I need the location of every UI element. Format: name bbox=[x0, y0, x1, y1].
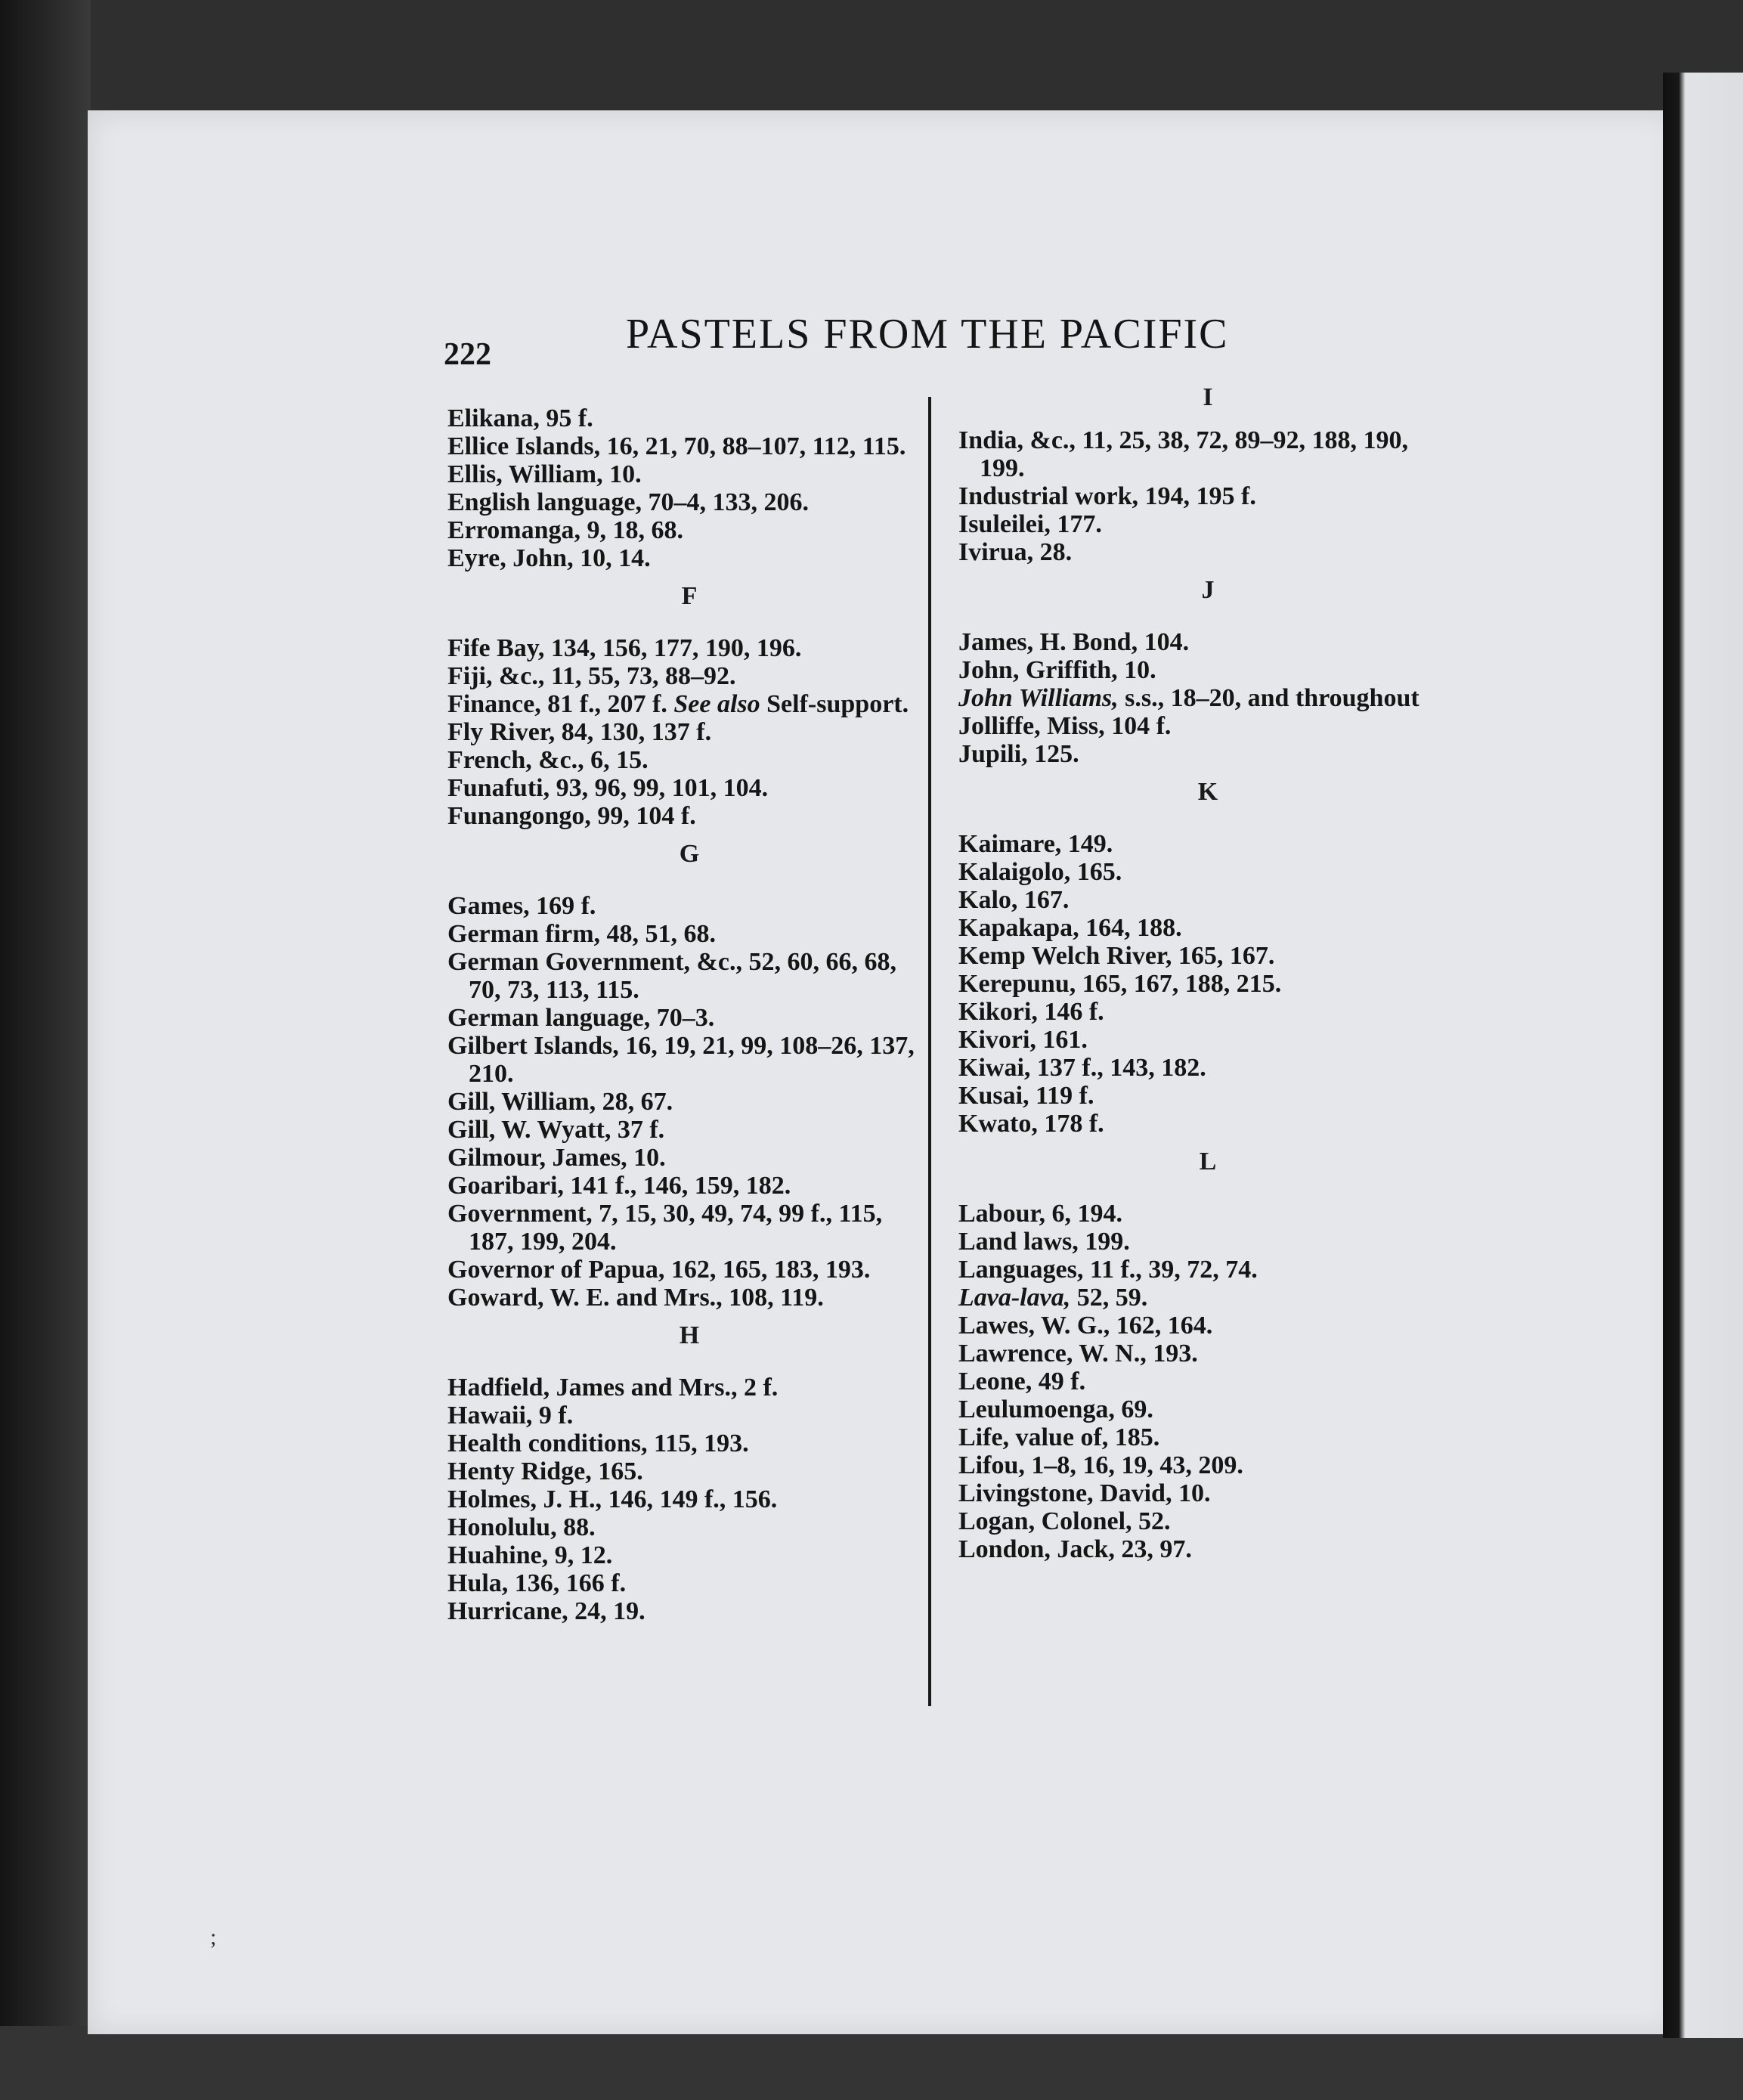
entry-text: Kwato, 178 f. bbox=[958, 1110, 1104, 1138]
entry-text: Honolulu, 88. bbox=[447, 1513, 596, 1541]
entry-text: Lawes, W. G., 162, 164. bbox=[958, 1312, 1213, 1340]
entry-text: Lifou, 1–8, 16, 19, 43, 209. bbox=[958, 1451, 1243, 1479]
entry-text: Kalaigolo, 165. bbox=[958, 858, 1122, 886]
entry-text: Kiwai, 137 f., 143, 182. bbox=[958, 1054, 1206, 1082]
entry-text: London, Jack, 23, 97. bbox=[958, 1535, 1192, 1563]
index-entry bbox=[447, 1541, 931, 1569]
index-entry bbox=[958, 426, 1457, 482]
entry-text: Livingstone, David, 10. bbox=[958, 1479, 1211, 1507]
index-entry bbox=[958, 1082, 1457, 1110]
scan-mark: ; bbox=[210, 1925, 217, 1950]
index-entry bbox=[958, 740, 1457, 768]
entry-text: India, &c., 11, 25, 38, 72, 89–92, 188, 190, 199. bbox=[958, 426, 1409, 482]
entry-text: Gilmour, James, 10. bbox=[447, 1144, 666, 1172]
index-entry bbox=[447, 1457, 931, 1485]
entry-text: Erromanga, 9, 18, 68. bbox=[447, 516, 683, 544]
entry-text: Leulumoenga, 69. bbox=[958, 1395, 1153, 1423]
entry-italic: Lava-lava, bbox=[958, 1284, 1071, 1312]
entry-text: Hawaii, 9 f. bbox=[447, 1402, 574, 1429]
entry-text: John, Griffith, 10. bbox=[958, 656, 1156, 684]
entry-text: Gilbert Islands, 16, 19, 21, 99, 108–26, 137, 210. bbox=[447, 1032, 915, 1088]
index-entry bbox=[447, 1144, 931, 1172]
index-entry bbox=[447, 516, 931, 544]
entry-continuation: s.s., 18–20, and throughout bbox=[1125, 684, 1419, 712]
index-entry bbox=[447, 1485, 931, 1513]
entry-italic: See also bbox=[673, 690, 760, 718]
index-entry bbox=[958, 1256, 1457, 1284]
index-entry bbox=[958, 1535, 1457, 1563]
index-entry bbox=[958, 858, 1457, 886]
entry-text: German firm, 48, 51, 68. bbox=[447, 920, 717, 948]
index-entry bbox=[447, 634, 931, 662]
index-entry bbox=[447, 1429, 931, 1457]
entry-text: English language, 70–4, 133, 206. bbox=[447, 488, 809, 516]
index-entry bbox=[958, 1312, 1457, 1340]
entry-text: Industrial work, 194, 195 f. bbox=[958, 482, 1256, 510]
index-entry bbox=[958, 538, 1457, 566]
index-entry bbox=[958, 1026, 1457, 1054]
section-letter: L bbox=[1199, 1148, 1217, 1175]
entry-text: Fly River, 84, 130, 137 f. bbox=[447, 718, 712, 746]
entry-text: Kivori, 161. bbox=[958, 1026, 1088, 1054]
index-entry bbox=[447, 1200, 931, 1256]
entry-text: Funafuti, 93, 96, 99, 101, 104. bbox=[447, 774, 769, 802]
index-entry bbox=[958, 1284, 1457, 1312]
index-entry bbox=[958, 1451, 1457, 1479]
index-entry bbox=[447, 1116, 931, 1144]
index-entry bbox=[958, 1340, 1457, 1367]
index-entry bbox=[958, 628, 1457, 656]
entry-text: Labour, 6, 194. bbox=[958, 1200, 1122, 1228]
entry-text: Governor of Papua, 162, 165, 183, 193. bbox=[447, 1256, 871, 1284]
entry-text: Life, value of, 185. bbox=[958, 1423, 1160, 1451]
entry-text: James, H. Bond, 104. bbox=[958, 628, 1190, 656]
entry-text: Languages, 11 f., 39, 72, 74. bbox=[958, 1256, 1258, 1284]
index-entry bbox=[447, 1374, 931, 1402]
index-entry bbox=[447, 746, 931, 774]
index-entry bbox=[447, 544, 931, 572]
index-entry bbox=[958, 998, 1457, 1026]
entry-text: Gill, William, 28, 67. bbox=[447, 1088, 673, 1116]
entry-text: Hula, 136, 166 f. bbox=[447, 1569, 627, 1597]
entry-text: Funangongo, 99, 104 f. bbox=[447, 802, 696, 830]
entry-text: Games, 169 f. bbox=[447, 892, 596, 920]
index-entry bbox=[958, 656, 1457, 684]
page-number: 222 bbox=[444, 337, 491, 372]
entry-text: Government, 7, 15, 30, 49, 74, 99 f., 115, 187, 199, 204. bbox=[447, 1200, 883, 1256]
index-entry bbox=[447, 1088, 931, 1116]
index-entry bbox=[447, 1402, 931, 1429]
index-entry bbox=[447, 892, 931, 920]
index-entry bbox=[447, 1284, 931, 1312]
index-entry bbox=[958, 712, 1457, 740]
index-entry bbox=[447, 1004, 931, 1032]
entry-text: Kemp Welch River, 165, 167. bbox=[958, 942, 1275, 970]
entry-text: Kusai, 119 f. bbox=[958, 1082, 1094, 1110]
facing-page-edge bbox=[1663, 73, 1743, 2038]
index-entry bbox=[958, 684, 1457, 712]
section-letter: F bbox=[681, 582, 698, 610]
entry-text: Kalo, 167. bbox=[958, 886, 1070, 914]
entry-text: Hadfield, James and Mrs., 2 f. bbox=[447, 1374, 779, 1402]
index-entry bbox=[958, 1200, 1457, 1228]
index-entry bbox=[958, 1423, 1457, 1451]
index-entry bbox=[447, 718, 931, 746]
entry-text: Huahine, 9, 12. bbox=[447, 1541, 613, 1569]
scan-background-left bbox=[0, 0, 91, 2100]
index-entry bbox=[958, 942, 1457, 970]
running-title: PASTELS FROM THE PACIFIC bbox=[626, 311, 1229, 358]
entry-text: Lawrence, W. N., 193. bbox=[958, 1340, 1198, 1367]
entry-text: Health conditions, 115, 193. bbox=[447, 1429, 749, 1457]
index-entry bbox=[447, 432, 931, 460]
index-entry bbox=[447, 774, 931, 802]
entry-text: Land laws, 199. bbox=[958, 1228, 1130, 1256]
entry-text: Elikana, 95 f. bbox=[447, 404, 593, 432]
index-entry bbox=[447, 1569, 931, 1597]
entry-text: Finance, 81 f., 207 f. bbox=[447, 690, 667, 718]
entry-text: Eyre, John, 10, 14. bbox=[447, 544, 651, 572]
entry-text: Ellis, William, 10. bbox=[447, 460, 642, 488]
section-letter: K bbox=[1197, 778, 1218, 806]
index-entry bbox=[447, 1172, 931, 1200]
index-entry bbox=[958, 510, 1457, 538]
entry-text: French, &c., 6, 15. bbox=[447, 746, 649, 774]
index-entry bbox=[958, 1395, 1457, 1423]
entry-text: Gill, W. Wyatt, 37 f. bbox=[447, 1116, 665, 1144]
entry-text: German language, 70–3. bbox=[447, 1004, 715, 1032]
index-entry bbox=[447, 1597, 931, 1625]
index-entry bbox=[958, 1479, 1457, 1507]
entry-continuation: 52, 59. bbox=[1076, 1284, 1148, 1312]
index-entry bbox=[447, 920, 931, 948]
entry-text: Logan, Colonel, 52. bbox=[958, 1507, 1171, 1535]
index-entry bbox=[958, 1367, 1457, 1395]
scan-background-bottom bbox=[0, 2026, 1743, 2100]
index-entry bbox=[447, 1513, 931, 1541]
entry-text: Ellice Islands, 16, 21, 70, 88–107, 112, 115. bbox=[447, 432, 906, 460]
entry-text: Jolliffe, Miss, 104 f. bbox=[958, 712, 1172, 740]
entry-italic: John Williams, bbox=[958, 684, 1119, 712]
entry-text: Isuleilei, 177. bbox=[958, 510, 1102, 538]
entry-text: Hurricane, 24, 19. bbox=[447, 1597, 645, 1625]
section-letter: I bbox=[1203, 383, 1213, 411]
scan-background-top bbox=[0, 0, 1743, 121]
entry-text: Jupili, 125. bbox=[958, 740, 1079, 768]
index-entry bbox=[958, 914, 1457, 942]
entry-text: Goward, W. E. and Mrs., 108, 119. bbox=[447, 1284, 824, 1312]
entry-text: Fife Bay, 134, 156, 177, 190, 196. bbox=[447, 634, 802, 662]
entry-text: Kapakapa, 164, 188. bbox=[958, 914, 1182, 942]
index-entry bbox=[958, 1110, 1457, 1138]
index-column-left bbox=[447, 404, 931, 1625]
index-entry bbox=[958, 1507, 1457, 1535]
index-column-right bbox=[958, 383, 1457, 1563]
index-entry bbox=[447, 948, 931, 1004]
entry-text: Kerepunu, 165, 167, 188, 215. bbox=[958, 970, 1282, 998]
index-entry bbox=[447, 690, 931, 718]
entry-text: Henty Ridge, 165. bbox=[447, 1457, 643, 1485]
entry-text: German Government, &c., 52, 60, 66, 68, 70, 73, 113, 115. bbox=[447, 948, 896, 1004]
index-entry bbox=[958, 886, 1457, 914]
entry-text: Holmes, J. H., 146, 149 f., 156. bbox=[447, 1485, 778, 1513]
index-entry bbox=[958, 970, 1457, 998]
section-letter: J bbox=[1201, 576, 1215, 604]
index-entry bbox=[447, 802, 931, 830]
entry-text: Kikori, 146 f. bbox=[958, 998, 1104, 1026]
entry-text: Leone, 49 f. bbox=[958, 1367, 1086, 1395]
entry-text: Goaribari, 141 f., 146, 159, 182. bbox=[447, 1172, 791, 1200]
index-entry bbox=[958, 1054, 1457, 1082]
entry-continuation: Self-support. bbox=[766, 690, 909, 718]
index-entry bbox=[447, 662, 931, 690]
index-entry bbox=[958, 1228, 1457, 1256]
entry-text: Kaimare, 149. bbox=[958, 830, 1113, 858]
index-entry bbox=[447, 1256, 931, 1284]
entry-text: Fiji, &c., 11, 55, 73, 88–92. bbox=[447, 662, 736, 690]
section-letter: G bbox=[679, 840, 700, 868]
section-letter: H bbox=[679, 1321, 700, 1349]
entry-text: Ivirua, 28. bbox=[958, 538, 1073, 566]
index-entry bbox=[958, 830, 1457, 858]
index-entry bbox=[447, 1032, 931, 1088]
index-entry bbox=[447, 488, 931, 516]
index-entry bbox=[958, 482, 1457, 510]
index-entry bbox=[447, 404, 931, 432]
index-entry bbox=[447, 460, 931, 488]
